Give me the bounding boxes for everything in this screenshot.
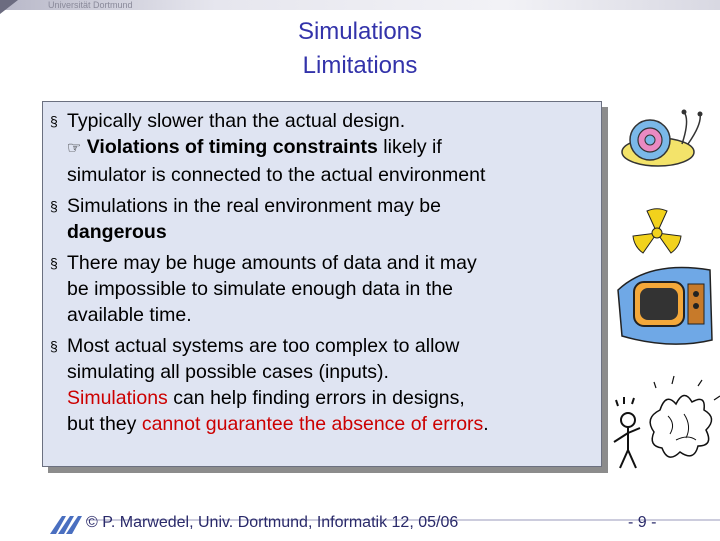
bullet-text: but they [67, 413, 142, 435]
university-logo [48, 510, 86, 536]
bullet-item [44, 193, 596, 245]
bullet-item [44, 108, 596, 188]
bold-text: Violations of timing constraints [86, 136, 378, 158]
bullet-marker: § [50, 255, 58, 271]
slide-title-line1: Simulations [297, 18, 423, 45]
radiation-icon [631, 207, 683, 259]
bullet-text: likely if [377, 136, 442, 158]
bullet-text: Simulations in the real environment may be [67, 195, 441, 217]
bullet-item [44, 250, 596, 328]
slide-title-line2: Limitations [302, 52, 418, 79]
bullet-text: There may be huge amounts of data and it may [67, 252, 477, 274]
tv-icon [618, 268, 712, 345]
snail-icon [622, 110, 703, 167]
bullet-text: simulating all possible cases (inputs). [67, 361, 389, 383]
bullet-text: . [483, 413, 489, 435]
bullet-marker: § [50, 338, 58, 354]
header-strip [0, 0, 720, 14]
bullet-text: can help finding errors in designs, [167, 387, 465, 409]
bullet-text: be impossible to simulate enough data in the [67, 278, 453, 300]
bullet-text: available time. [67, 304, 192, 326]
university-label: Universität Dortmund [48, 0, 133, 10]
bullet-line [67, 385, 596, 411]
clipart-column [610, 100, 720, 490]
red-text: cannot guarantee the absence of errors [141, 413, 484, 435]
bullet-note [67, 134, 596, 162]
bullet-item [44, 333, 596, 437]
bullet-list [44, 108, 596, 442]
bullet-marker: § [50, 198, 58, 214]
pointing-hand-icon: ☞ [67, 140, 82, 157]
bullet-line [67, 411, 596, 437]
bullet-text: simulator is connected to the actual environment [67, 164, 486, 186]
explosion-icon [650, 376, 720, 457]
footer-credit: © P. Marwedel, Univ. Dortmund, Informatik 12, 05/06 [86, 514, 459, 531]
bullet-text: Most actual systems are too complex to allow [67, 335, 460, 357]
stick-figure-icon [614, 397, 640, 468]
bold-text: dangerous [67, 221, 167, 243]
bullet-marker: § [50, 113, 58, 129]
page-number: - 9 - [628, 514, 657, 531]
bullet-text: Typically slower than the actual design. [67, 110, 406, 132]
red-text: Simulations [67, 387, 168, 409]
